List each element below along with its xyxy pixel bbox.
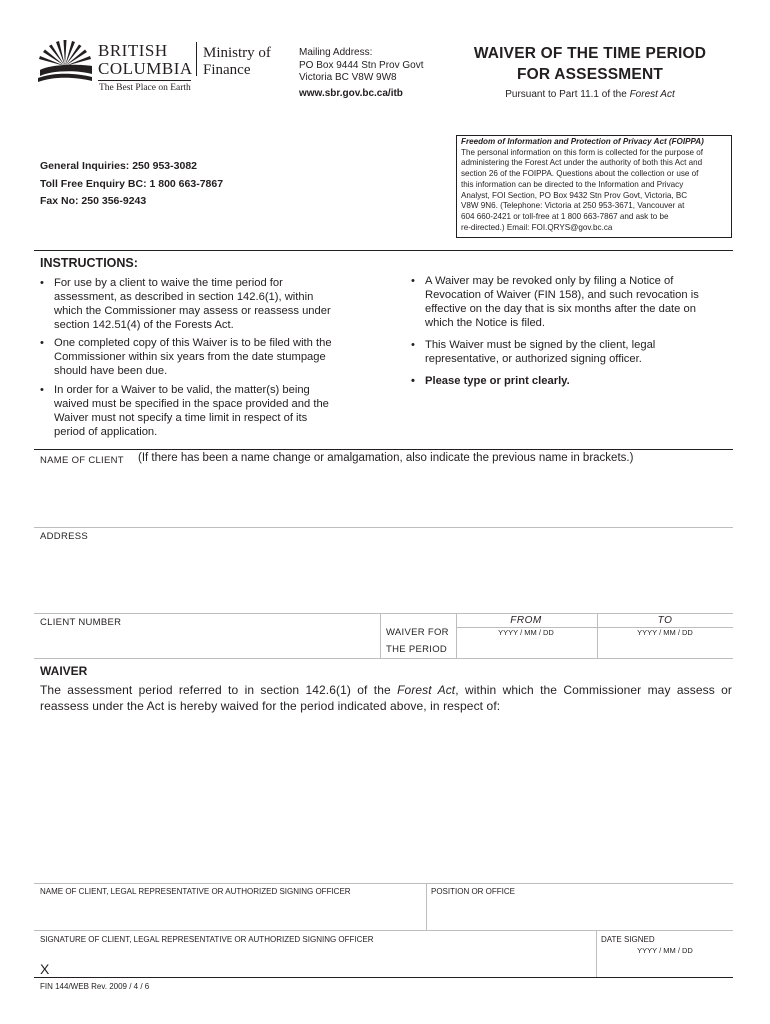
instruction-line: Revocation of Waiver (FIN 158), and such revocation is bbox=[425, 289, 699, 301]
instruction-line: representative, or authorized signing officer. bbox=[425, 353, 642, 365]
signature-bottom-rule bbox=[34, 977, 733, 978]
instructions-heading: INSTRUCTIONS: bbox=[40, 256, 138, 270]
waiver-for-label-line1: WAIVER FOR bbox=[386, 627, 449, 638]
foippa-notice bbox=[456, 135, 732, 238]
foippa-line: this information can be directed to the Information and Privacy bbox=[461, 179, 684, 189]
name-of-client-label: NAME OF CLIENT bbox=[40, 455, 124, 466]
date-signed-format: YYYY / MM / DD bbox=[637, 946, 693, 955]
position-field[interactable] bbox=[428, 898, 732, 928]
instruction-line: section 142.51(4) of the Forests Act. bbox=[54, 319, 234, 331]
fax-number: Fax No: 250 356-9243 bbox=[40, 195, 147, 207]
brand-name-line1: BRITISH bbox=[98, 41, 168, 60]
instruction-line: assessment, as described in section 142.6(1), within bbox=[54, 291, 314, 303]
signature-x-mark: X bbox=[40, 961, 50, 977]
client-number-top-rule bbox=[34, 613, 733, 614]
instruction-line: For use by a client to waive the time period for bbox=[54, 277, 283, 289]
signatory-top-rule bbox=[34, 883, 733, 884]
instruction-line: Waiver must not specify a time limit in respect of its bbox=[54, 412, 308, 424]
instruction-line: In order for a Waiver to be valid, the matter(s) being bbox=[54, 384, 310, 396]
form-title-line1: WAIVER OF THE TIME PERIOD bbox=[473, 45, 707, 62]
to-date-field[interactable] bbox=[598, 637, 732, 657]
brand-tagline: The Best Place on Earth bbox=[99, 83, 191, 93]
to-label: TO bbox=[657, 615, 673, 626]
toll-free-enquiry: Toll Free Enquiry BC: 1 800 663-7867 bbox=[40, 178, 224, 190]
general-inquiries: General Inquiries: 250 953-3082 bbox=[40, 160, 198, 172]
name-of-client-field[interactable] bbox=[34, 466, 733, 526]
waiver-body-prefix: The assessment period referred to in section 142.6(1) of the bbox=[40, 683, 398, 697]
address-label: ADDRESS bbox=[40, 531, 89, 542]
logo-divider bbox=[196, 42, 197, 76]
waiver-statement bbox=[40, 682, 732, 714]
instruction-item: • In order for a Waiver to be valid, the matter(s) being waived must be specified in the space provided and the Waiver must not specify a time limit in respect of its period of application. bbox=[40, 384, 329, 438]
client-number-field[interactable] bbox=[34, 630, 379, 658]
waiver-top-rule bbox=[34, 658, 733, 659]
instruction-line: which the Notice is filed. bbox=[425, 317, 546, 329]
foippa-line: section 26 of the FOIPPA. Questions about the collection or use of bbox=[461, 169, 699, 179]
website-link[interactable]: www.sbr.gov.bc.ca/itb bbox=[299, 88, 403, 99]
instruction-line: One completed copy of this Waiver is to be filed with the bbox=[54, 337, 332, 349]
mailing-line2: Victoria BC V8W 9W8 bbox=[299, 72, 397, 83]
foippa-line: re-directed.) Email: FOI.QRYS@gov.bc.ca bbox=[461, 222, 613, 232]
ministry-line1: Ministry of bbox=[203, 45, 271, 61]
waiver-heading: WAIVER bbox=[40, 664, 88, 678]
instruction-line: effective on the day that is six months after the date on bbox=[425, 303, 696, 315]
address-field[interactable] bbox=[34, 544, 733, 612]
instruction-item: • This Waiver must be signed by the client, legal representative, or authorized signing officer. bbox=[411, 339, 656, 365]
form-title-line2: FOR ASSESSMENT bbox=[516, 66, 664, 83]
bc-sun-logo-icon bbox=[36, 36, 94, 82]
date-signed-field[interactable] bbox=[598, 956, 732, 976]
foippa-heading: Freedom of Information and Protection of Privacy Act (FOIPPA) bbox=[461, 137, 704, 146]
foippa-line: administering the Forest Act under the authority of both this Act and bbox=[461, 158, 703, 168]
position-divider bbox=[426, 884, 427, 930]
mailing-label: Mailing Address: bbox=[299, 47, 373, 58]
instruction-item: • A Waiver may be revoked only by filing a Notice of Revocation of Waiver (FIN 158), and such revocation is effective on the day that is six months after the date on which the Notice is filed. bbox=[411, 275, 699, 329]
instruction-line: period of application. bbox=[54, 426, 158, 438]
mailing-line1: PO Box 9444 Stn Prov Govt bbox=[299, 60, 424, 71]
instruction-line: This Waiver must be signed by the client, legal bbox=[425, 339, 656, 351]
pursuant-prefix: Pursuant to Part 11.1 of the bbox=[505, 89, 630, 100]
client-number-label: CLIENT NUMBER bbox=[40, 617, 122, 628]
instructions-top-rule bbox=[34, 250, 733, 251]
signatory-name-field[interactable] bbox=[34, 898, 424, 928]
instruction-line: should have been due. bbox=[54, 365, 168, 377]
waiver-matters-field[interactable] bbox=[34, 720, 733, 880]
foippa-line: The personal information on this form is collected for the purpose of bbox=[461, 147, 704, 157]
name-of-client-note: (If there has been a name change or amalgamation, also indicate the previous name in brackets.) bbox=[138, 452, 634, 464]
period-divider bbox=[380, 614, 381, 658]
waiver-body-act: Forest Act bbox=[397, 683, 456, 697]
from-label: FROM bbox=[510, 615, 542, 626]
foippa-line: V8W 9N6. (Telephone: Victoria at 250 953-3671, Vancouver at bbox=[461, 201, 685, 211]
signature-top-rule bbox=[34, 930, 733, 931]
waiver-body-suffix: , within which the Commissioner may assess or reassess under the Act is hereby waived for the period indicated above, in respect of: bbox=[40, 683, 732, 713]
signature-field[interactable] bbox=[56, 946, 594, 976]
name-top-rule bbox=[34, 449, 733, 450]
from-date-field[interactable] bbox=[457, 637, 595, 657]
brand-name-line2: COLUMBIA bbox=[98, 59, 193, 78]
pursuant-note bbox=[455, 89, 725, 100]
signature-label: SIGNATURE OF CLIENT, LEGAL REPRESENTATIVE OR AUTHORIZED SIGNING OFFICER bbox=[40, 935, 374, 944]
brand-underline bbox=[98, 80, 191, 81]
instruction-item: • One completed copy of this Waiver is to be filed with the Commissioner within six years from the date stumpage should have been due. bbox=[40, 337, 332, 377]
instruction-line: Commissioner within six years from the date stumpage bbox=[54, 351, 326, 363]
instruction-line: waived must be specified in the space provided and the bbox=[54, 398, 329, 410]
instruction-item: • Please type or print clearly. bbox=[411, 375, 570, 387]
signatory-name-label: NAME OF CLIENT, LEGAL REPRESENTATIVE OR AUTHORIZED SIGNING OFFICER bbox=[40, 887, 351, 896]
waiver-for-label-line2: THE PERIOD bbox=[386, 644, 448, 655]
foippa-line: Analyst, FOI Section, PO Box 9432 Stn Prov Govt, Victoria, BC bbox=[461, 190, 688, 200]
ministry-line2: Finance bbox=[203, 62, 251, 78]
foippa-line: 604 660-2421 or toll-free at 1 800 663-7867 and ask to be bbox=[461, 211, 669, 221]
to-date-format: YYYY / MM / DD bbox=[637, 628, 693, 637]
instruction-line: which the Commissioner may assess or reassess under bbox=[54, 305, 331, 317]
instruction-line: Please type or print clearly. bbox=[425, 375, 570, 387]
pursuant-act: Forest Act bbox=[629, 89, 675, 100]
instruction-line: A Waiver may be revoked only by filing a Notice of bbox=[425, 275, 674, 287]
position-label: POSITION OR OFFICE bbox=[431, 887, 516, 896]
form-id: FIN 144/WEB Rev. 2009 / 4 / 6 bbox=[40, 982, 150, 991]
instruction-item: • For use by a client to waive the time period for assessment, as described in section 142.6(1), within which the Commissioner may assess or reassess under section 142.51(4) of the Forests Act. bbox=[40, 277, 331, 331]
from-date-format: YYYY / MM / DD bbox=[498, 628, 554, 637]
date-signed-label: DATE SIGNED bbox=[601, 935, 655, 944]
address-top-rule bbox=[34, 527, 733, 528]
